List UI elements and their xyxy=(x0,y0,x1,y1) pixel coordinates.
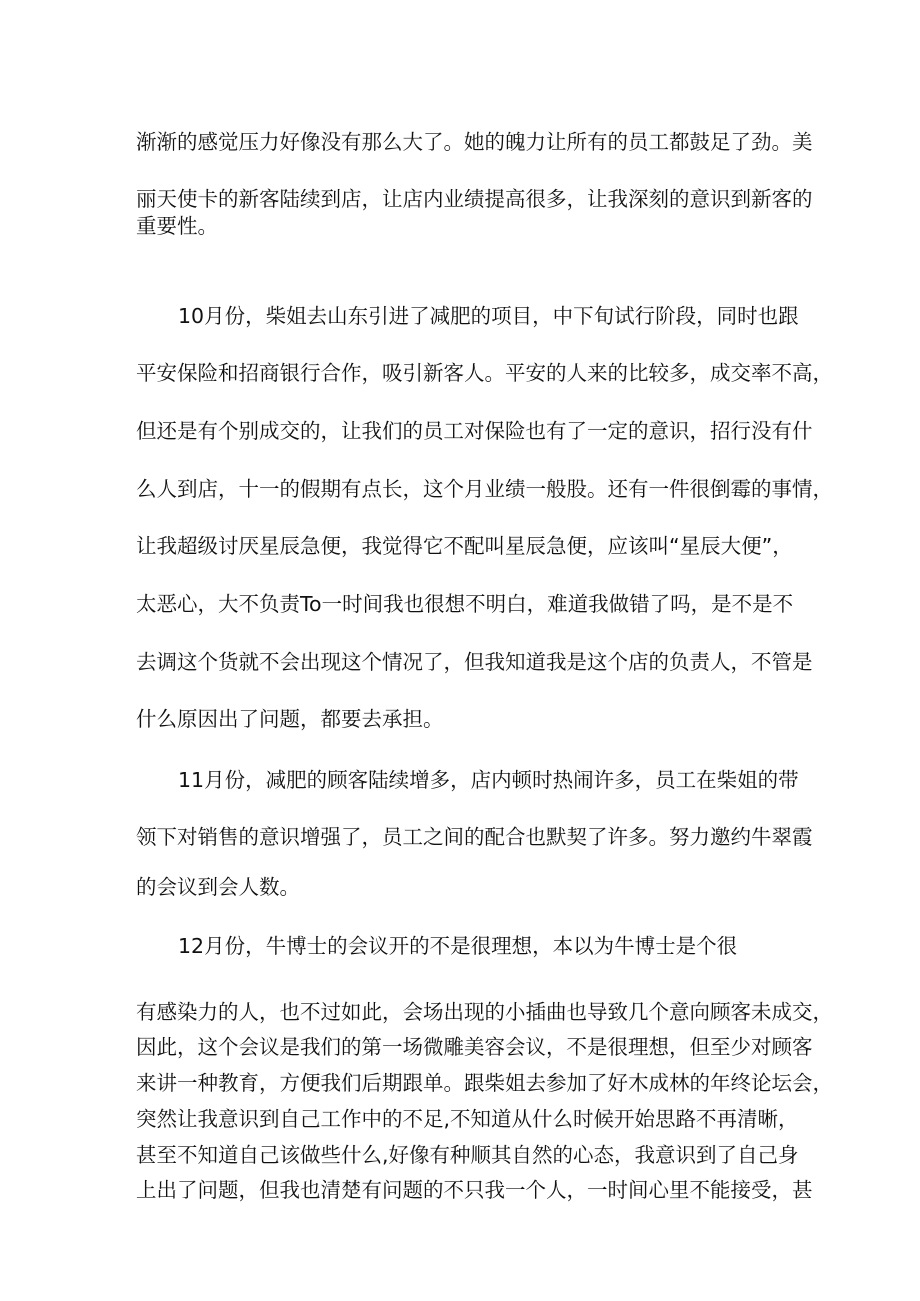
paragraph-first-line: 10月份，柴姐去山东引进了减肥的项目，中下旬试行阶段，同时也跟 xyxy=(178,304,799,328)
text-line: 但还是有个别成交的，让我们的员工对保险也有了一定的意识，招行没有什 xyxy=(136,419,813,443)
text-line: 太恶心，大不负责To一时间我也很想不明白，难道我做错了吗，是不是不 xyxy=(136,592,794,616)
text-line: 领下对销售的意识增强了，员工之间的配合也默契了许多。努力邀约牛翠霞 xyxy=(136,825,813,849)
text-line: 渐渐的感觉压力好像没有那么大了。她的魄力让所有的员工都鼓足了劲。美 xyxy=(136,130,813,154)
text-line: 丽天使卡的新客陆续到店，让店内业绩提高很多，让我深刻的意识到新客的 xyxy=(136,187,813,211)
text-line: 因此，这个会议是我们的第一场微雕美容会议，不是很理想，但至少对顾客 xyxy=(136,1035,813,1059)
text-line: 上出了问题，但我也清楚有问题的不只我一个人，一时间心里不能接受，甚 xyxy=(136,1178,813,1202)
text-line: 来讲一种教育，方便我们后期跟单。跟柴姐去参加了好木成林的年终论坛会， xyxy=(136,1071,833,1095)
text-line: 突然让我意识到自己工作中的不足,不知道从什么时候开始思路不再清晰， xyxy=(136,1107,799,1131)
text-line: 么人到店，十一的假期有点长，这个月业绩一般股。还有一件很倒霉的事情， xyxy=(136,477,833,501)
text-line: 什么原因出了问题，都要去承担。 xyxy=(136,707,444,731)
text-line: 甚至不知道自己该做些什么,好像有种顺其自然的心态，我意识到了自己身 xyxy=(136,1143,799,1167)
text-line: 的会议到会人数。 xyxy=(136,875,300,899)
paragraph-first-line: 12月份，牛博士的会议开的不是很理想，本以为牛博士是个很 xyxy=(178,934,738,958)
text-line: 去调这个货就不会出现这个情况了，但我知道我是这个店的负责人，不管是 xyxy=(136,650,813,674)
text-line: 有感染力的人，也不过如此，会场出现的小插曲也导致几个意向顾客未成交， xyxy=(136,1000,833,1024)
text-line: 平安保险和招商银行合作，吸引新客人。平安的人来的比较多，成交率不高， xyxy=(136,361,833,385)
text-line: 让我超级讨厌星辰急便，我觉得它不配叫星辰急便，应该叫“星辰大便”， xyxy=(136,534,793,558)
paragraph-first-line: 11月份，减肥的顾客陆续增多，店内顿时热闹许多，员工在柴姐的带 xyxy=(178,768,799,792)
text-line: 重要性。 xyxy=(136,214,218,238)
